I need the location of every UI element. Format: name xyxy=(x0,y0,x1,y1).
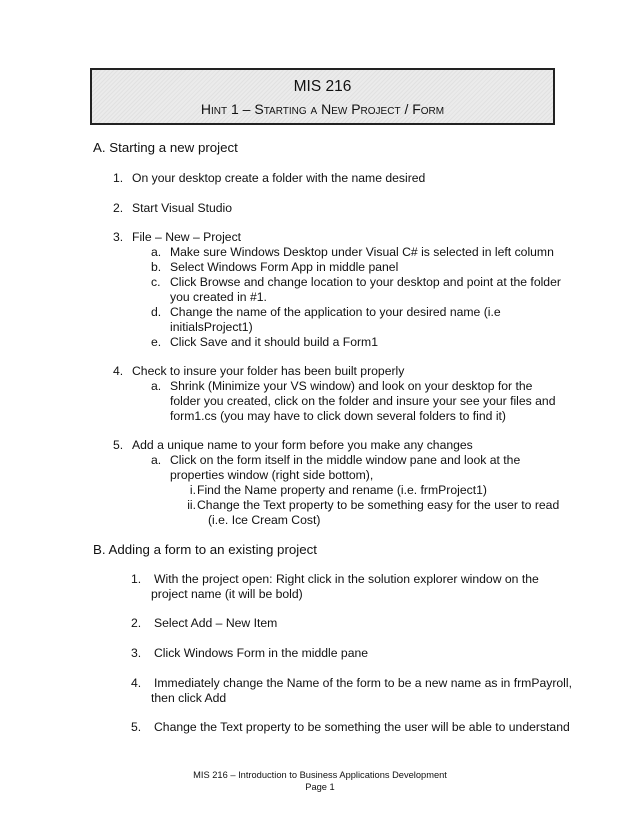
sub-text: initialsProject1) xyxy=(170,320,253,334)
sub-letter: c. xyxy=(151,275,161,289)
roman-numeral: i. xyxy=(189,483,196,497)
sub-text: Make sure Windows Desktop under Visual C# is selected in left column xyxy=(170,245,554,259)
sub-text: Click Save and it should build a Form1 xyxy=(170,335,378,349)
sub-text: folder you created, click on the folder and insure your see your files and xyxy=(170,394,556,408)
title-box xyxy=(90,68,555,125)
step-text: project name (it will be bold) xyxy=(151,587,303,601)
step-text: Check to insure your folder has been built properly xyxy=(132,364,405,378)
sub-text: Click Browse and change location to your desktop and point at the folder xyxy=(170,275,561,289)
step-number: 1. xyxy=(113,171,124,185)
step-number: 3. xyxy=(113,230,124,244)
section-a-heading: A. Starting a new project xyxy=(93,140,238,155)
step-text: then click Add xyxy=(151,691,227,705)
sub-text: Shrink (Minimize your VS window) and look on your desktop for the xyxy=(170,379,533,393)
step-text: Change the Text property to be something the user will be able to understand xyxy=(154,720,570,734)
step-text: File – New – Project xyxy=(132,230,242,244)
roman-numeral: ii. xyxy=(187,498,196,512)
step-text: Immediately change the Name of the form to be a new name as in frmPayroll, xyxy=(154,676,572,690)
step-number: 4. xyxy=(131,676,142,690)
step-text: Add a unique name to your form before you make any changes xyxy=(132,438,473,452)
sub-text: form1.cs (you may have to click down several folders to find it) xyxy=(170,409,506,423)
sub-letter: a. xyxy=(151,379,162,393)
step-number: 5. xyxy=(131,720,142,734)
step-text: With the project open: Right click in the solution explorer window on the xyxy=(154,572,539,586)
section-b-heading: B. Adding a form to an existing project xyxy=(93,542,317,557)
hint-title: Hint 1 – Starting a New Project / Form xyxy=(200,101,445,117)
sub-letter: a. xyxy=(151,453,162,467)
sub-text: Select Windows Form App in middle panel xyxy=(170,260,399,274)
step-text: Start Visual Studio xyxy=(132,201,233,215)
sub-letter: e. xyxy=(151,335,162,349)
roman-text: Change the Text property to be something easy for the user to read xyxy=(197,498,560,512)
sub-text: you created in #1. xyxy=(170,290,267,304)
step-number: 4. xyxy=(113,364,124,378)
footer-page-number: Page 1 xyxy=(305,782,335,792)
step-text: Click Windows Form in the middle pane xyxy=(154,646,369,660)
step-number: 2. xyxy=(113,201,124,215)
roman-text: Find the Name property and rename (i.e. frmProject1) xyxy=(197,483,487,497)
sub-letter: a. xyxy=(151,245,162,259)
step-number: 2. xyxy=(131,616,142,630)
step-number: 5. xyxy=(113,438,124,452)
sub-letter: b. xyxy=(151,260,162,274)
step-number: 3. xyxy=(131,646,142,660)
footer-course: MIS 216 – Introduction to Business Applications Development xyxy=(193,770,447,780)
step-number: 1. xyxy=(131,572,142,586)
sub-letter: d. xyxy=(151,305,162,319)
sub-text: properties window (right side bottom), xyxy=(170,468,374,482)
course-title: MIS 216 xyxy=(293,78,352,95)
step-text: On your desktop create a folder with the name desired xyxy=(132,171,426,185)
sub-text: Click on the form itself in the middle window pane and look at the xyxy=(170,453,521,467)
roman-text: (i.e. Ice Cream Cost) xyxy=(208,513,321,527)
sub-text: Change the name of the application to your desired name (i.e xyxy=(170,305,501,319)
step-text: Select Add – New Item xyxy=(154,616,278,630)
